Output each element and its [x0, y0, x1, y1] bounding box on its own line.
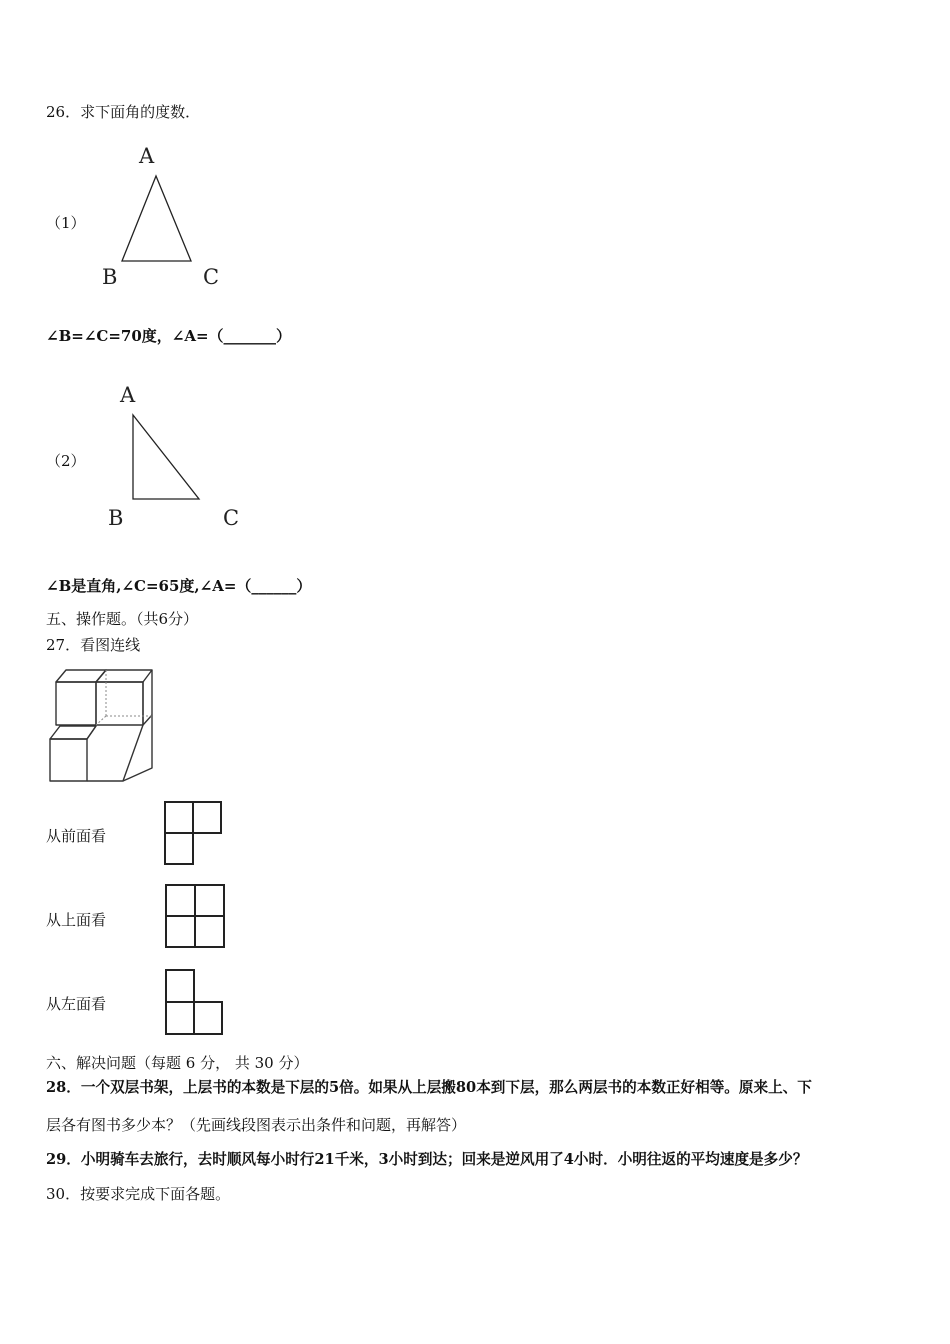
- q26-part2-statement: ∠B是直角,∠C=65度,∠A=（______）: [46, 577, 312, 595]
- q26-part1-label: （1）: [46, 214, 86, 232]
- triangle-2-figure: [100, 380, 250, 535]
- top-view-grid: [164, 883, 228, 949]
- section5-heading: 五、操作题。（共6分）: [46, 610, 199, 628]
- triangle-1-figure: [95, 140, 235, 295]
- q28-line2: 层各有图书多少本？（先画线段图表示出条件和问题，再解答）: [46, 1116, 467, 1134]
- triangle-2-vertex-a: A: [120, 383, 136, 407]
- view-label-top: 从上面看: [46, 911, 107, 929]
- q28-line1: 28．一个双层书架，上层书的本数是下层的5倍。如果从上层搬80本到下层，那么两层书的本数正好相等。原来上、下: [46, 1079, 812, 1096]
- q26-part1-statement: ∠B=∠C=70度，∠A=（_______）: [46, 327, 292, 345]
- view-label-front: 从前面看: [46, 827, 107, 845]
- triangle-2: [133, 415, 199, 499]
- triangle-2-vertex-b: B: [108, 506, 124, 530]
- q26-part2-label: （2）: [46, 452, 86, 470]
- q29-text: 29．小明骑车去旅行，去时顺风每小时行21千米，3小时到达；回来是逆风用了4小时．小明往返的平均速度是多少？: [46, 1151, 808, 1168]
- q27-title: 27．看图连线: [46, 636, 141, 654]
- triangle-1: [122, 176, 191, 261]
- triangle-2-vertex-c: C: [223, 506, 240, 530]
- q26-title: 26．求下面角的度数．: [46, 103, 201, 121]
- view-label-left: 从左面看: [46, 995, 107, 1013]
- triangle-1-vertex-b: B: [102, 265, 118, 289]
- triangle-1-vertex-c: C: [203, 265, 220, 289]
- front-view-grid: [163, 800, 225, 866]
- q30-text: 30．按要求完成下面各题。: [46, 1185, 231, 1203]
- left-view-grid: [164, 968, 226, 1036]
- triangle-1-vertex-a: A: [139, 144, 155, 168]
- section6-heading: 六、解决问题（每题 6 分， 共 30 分）: [46, 1054, 309, 1072]
- cube-solid-figure: [46, 668, 158, 784]
